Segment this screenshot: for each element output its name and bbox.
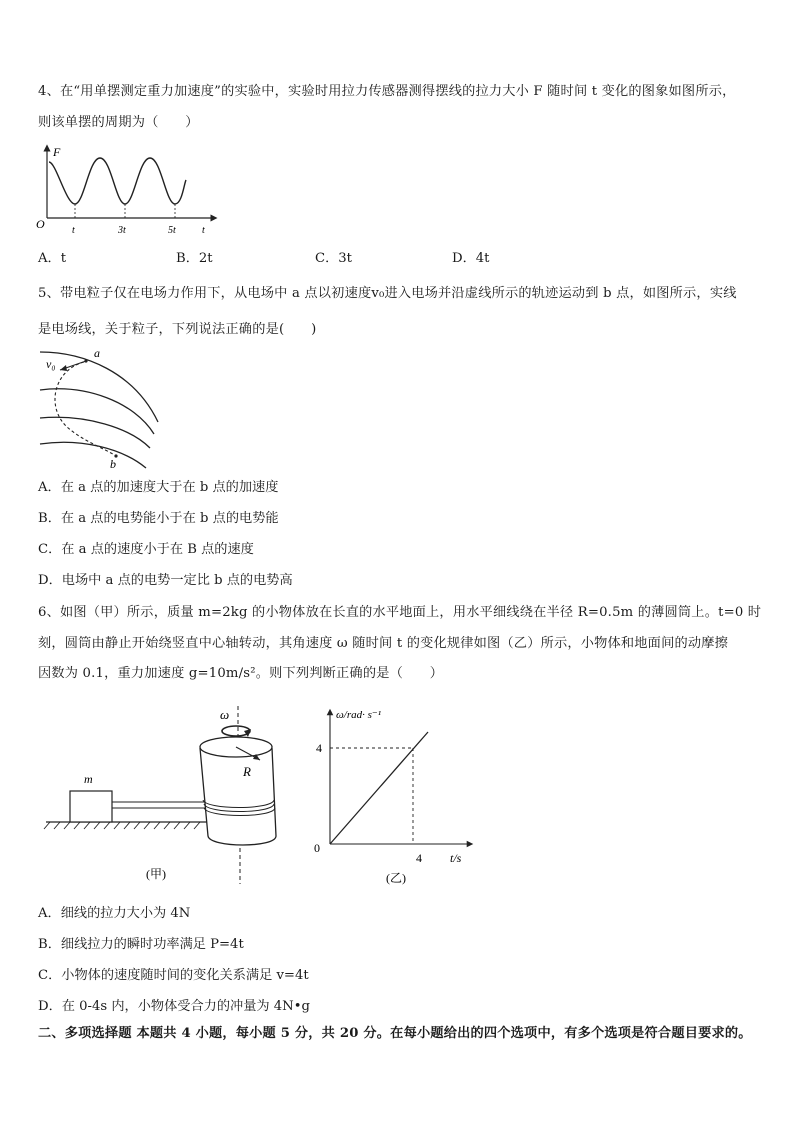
q6-option-c[interactable]: C．小物体的速度随时间的变化关系满足 v=4t: [38, 968, 309, 983]
q6-stem-line1: 6、如图（甲）所示，质量 m=2kg 的小物体放在长直的水平地面上，用水平细线绕在半径 R=0.5m 的薄圆筒上。t=0 时: [38, 605, 762, 620]
label-m: m: [84, 772, 93, 786]
section-2-heading: 二、多项选择题 本题共 4 小题，每小题 5 分，共 20 分。在每小题给出的四个选项中，有多个选项是符合题目要求的。: [38, 1026, 752, 1041]
q6-option-b[interactable]: B．细线拉力的瞬时功率满足 P=4t: [38, 937, 244, 952]
q5-option-d[interactable]: D．电场中 a 点的电势一定比 b 点的电势高: [38, 573, 293, 588]
q4-option-c[interactable]: C．3t: [315, 251, 352, 266]
ground-hatching: [44, 822, 200, 829]
q4-option-d[interactable]: D．4t: [452, 251, 490, 266]
q6-origin: 0: [314, 841, 320, 855]
q6-option-d[interactable]: D．在 0-4s 内，小物体受合力的冲量为 4N•g: [38, 999, 310, 1014]
q4-tick-2: 3t: [118, 225, 126, 236]
field-line-1: [40, 352, 158, 422]
q5-option-c[interactable]: C．在 a 点的速度小于在 B 点的速度: [38, 542, 254, 557]
q5-stem-line2: 是电场线，关于粒子，下列说法正确的是( ): [38, 322, 317, 337]
q6-y-label: ω/rad· s⁻¹: [336, 709, 381, 721]
q4-option-b[interactable]: B．2t: [176, 251, 213, 266]
point-a: [84, 359, 87, 362]
q4-x-label: t: [202, 225, 205, 236]
label-omega: ω: [220, 707, 230, 722]
label-b: b: [110, 457, 116, 471]
q4-tick-1: t: [72, 225, 75, 236]
q6-y-tick-4: 4: [316, 741, 322, 755]
q4-option-a[interactable]: A．t: [38, 251, 67, 266]
q5-option-a[interactable]: A．在 a 点的加速度大于在 b 点的加速度: [38, 480, 279, 495]
label-R: R: [243, 764, 251, 779]
q6-x-label: t/s: [450, 851, 462, 865]
q6-stem-line3: 因数为 0.1，重力加速度 g=10m/s²。则下列判断正确的是（ ）: [38, 666, 444, 681]
q5-option-b[interactable]: B．在 a 点的电势能小于在 b 点的电势能: [38, 511, 279, 526]
caption-yi: (乙): [386, 871, 406, 885]
q6-figure-yi: [300, 700, 480, 890]
q4-stem-line2: 则该单摆的周期为（ ）: [38, 115, 199, 130]
q4-y-label: F: [53, 145, 61, 159]
q6-option-a[interactable]: A．细线的拉力大小为 4N: [38, 906, 191, 921]
q4-origin: O: [36, 217, 45, 231]
caption-jia: (甲): [146, 867, 166, 881]
label-v0: v₀: [46, 357, 56, 371]
q6-stem-line2: 刻，圆筒由静止开始绕竖直中心轴转动，其角速度 ω 随时间 t 的变化规律如图（乙）所示，小物体和地面间的动摩擦: [38, 636, 729, 651]
label-a: a: [94, 346, 100, 360]
q4-stem-line1: 4、在“用单摆测定重力加速度”的实验中，实验时用拉力传感器测得摆线的拉力大小 F 随时间 t 变化的图象如图所示，: [38, 84, 736, 99]
q4-tick-3: 5t: [168, 225, 176, 236]
q4-force-curve: [49, 158, 186, 204]
field-line-3: [40, 417, 150, 448]
q5-electric-field-figure: [36, 344, 166, 474]
q6-x-tick-4: 4: [416, 851, 422, 865]
q5-stem-line1: 5、带电粒子仅在电场力作用下，从电场中 a 点以初速度v₀进入电场并沿虚线所示的轨迹运动到 b 点，如图所示，实线: [38, 286, 737, 301]
q4-force-time-graph: [34, 142, 224, 238]
block-m: [70, 791, 112, 822]
cylinder-body: [200, 748, 276, 845]
q6-figure-jia: [40, 702, 290, 886]
v0-arrow-head: [60, 365, 67, 371]
field-line-4: [40, 442, 146, 468]
